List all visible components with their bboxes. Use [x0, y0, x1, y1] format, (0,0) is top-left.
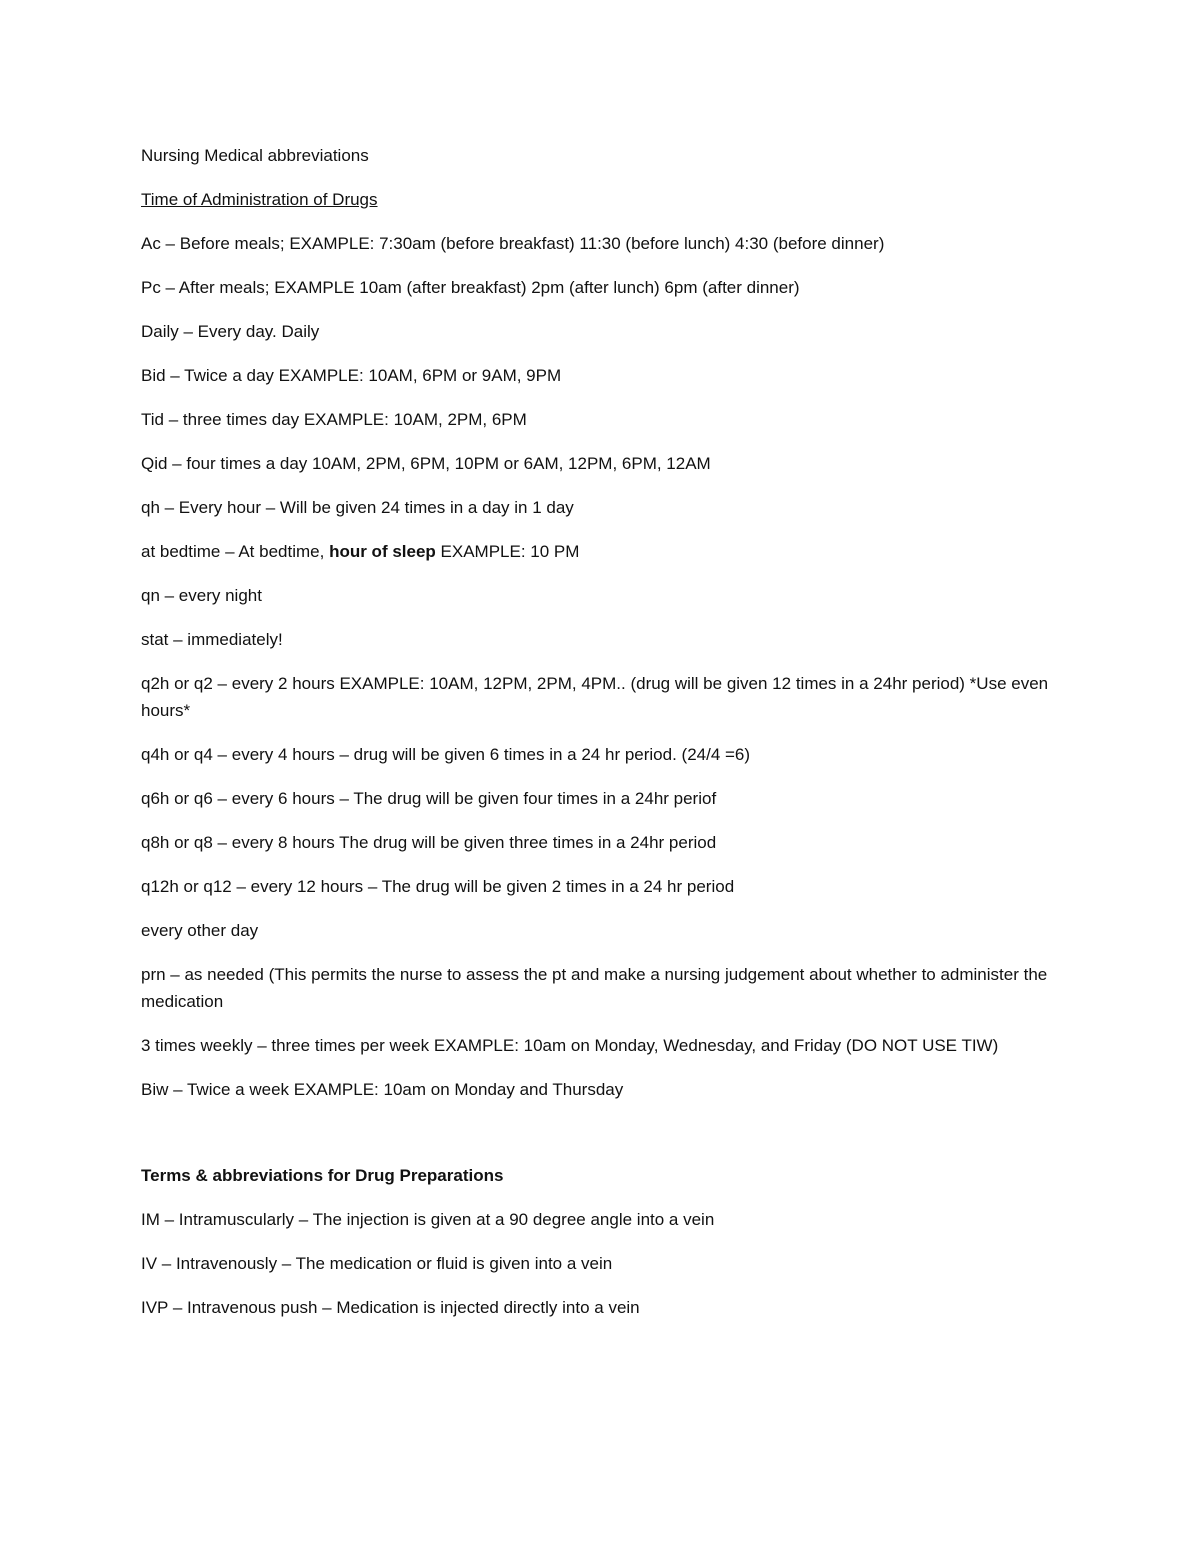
- abbreviation-q2h: q2h or q2 – every 2 hours EXAMPLE: 10AM, 12PM, 2PM, 4PM.. (drug will be given 12 times in a 24hr period) *Use even hours*: [141, 674, 1049, 720]
- abbreviation-ac: Ac – Before meals; EXAMPLE: 7:30am (before breakfast) 11:30 (before lunch) 4:30 (before dinner): [141, 234, 885, 253]
- abbreviation-iv: IV – Intravenously – The medication or fluid is given into a vein: [141, 1254, 613, 1273]
- section-spacer: [141, 1120, 1051, 1162]
- document-title: Nursing Medical abbreviations: [141, 146, 369, 165]
- abbreviation-daily: Daily – Every day. Daily: [141, 322, 320, 341]
- abbreviation-q6h: q6h or q6 – every 6 hours – The drug will be given four times in a 24hr periof: [141, 789, 717, 808]
- abbreviation-im: IM – Intramuscularly – The injection is given at a 90 degree angle into a vein: [141, 1210, 715, 1229]
- abbreviation-prn: prn – as needed (This permits the nurse to assess the pt and make a nursing judgement about whether to administer the medication: [141, 965, 1048, 1011]
- abbreviation-every-other-day: every other day: [141, 921, 259, 940]
- abbreviation-biw: Biw – Twice a week EXAMPLE: 10am on Monday and Thursday: [141, 1080, 624, 1099]
- abbreviation-qh: qh – Every hour – Will be given 24 times in a day in 1 day: [141, 498, 574, 517]
- abbreviation-stat: stat – immediately!: [141, 630, 283, 649]
- abbreviation-tid: Tid – three times day EXAMPLE: 10AM, 2PM, 6PM: [141, 410, 527, 429]
- section-heading-time-of-administration: Time of Administration of Drugs: [141, 190, 378, 209]
- abbreviation-3-times-weekly: 3 times weekly – three times per week EXAMPLE: 10am on Monday, Wednesday, and Friday (DO NOT USE TIW): [141, 1036, 999, 1055]
- bedtime-suffix: EXAMPLE: 10 PM: [435, 542, 580, 561]
- document-body: [141, 142, 1051, 1338]
- section-heading-drug-preparations: Terms & abbreviations for Drug Preparations: [141, 1166, 504, 1185]
- abbreviation-at-bedtime: [141, 538, 1051, 565]
- abbreviation-q8h: q8h or q8 – every 8 hours The drug will be given three times in a 24hr period: [141, 833, 717, 852]
- bedtime-prefix: at bedtime – At bedtime,: [141, 542, 330, 561]
- abbreviation-q12h: q12h or q12 – every 12 hours – The drug will be given 2 times in a 24 hr period: [141, 877, 735, 896]
- abbreviation-ivp: IVP – Intravenous push – Medication is injected directly into a vein: [141, 1298, 640, 1317]
- abbreviation-q4h: q4h or q4 – every 4 hours – drug will be given 6 times in a 24 hr period. (24/4 =6): [141, 745, 751, 764]
- abbreviation-pc: Pc – After meals; EXAMPLE 10am (after breakfast) 2pm (after lunch) 6pm (after dinner): [141, 278, 800, 297]
- abbreviation-bid: Bid – Twice a day EXAMPLE: 10AM, 6PM or 9AM, 9PM: [141, 366, 562, 385]
- abbreviation-qn: qn – every night: [141, 586, 262, 605]
- abbreviation-qid: Qid – four times a day 10AM, 2PM, 6PM, 10PM or 6AM, 12PM, 6PM, 12AM: [141, 454, 711, 473]
- bedtime-bold-text: hour of sleep: [329, 542, 436, 561]
